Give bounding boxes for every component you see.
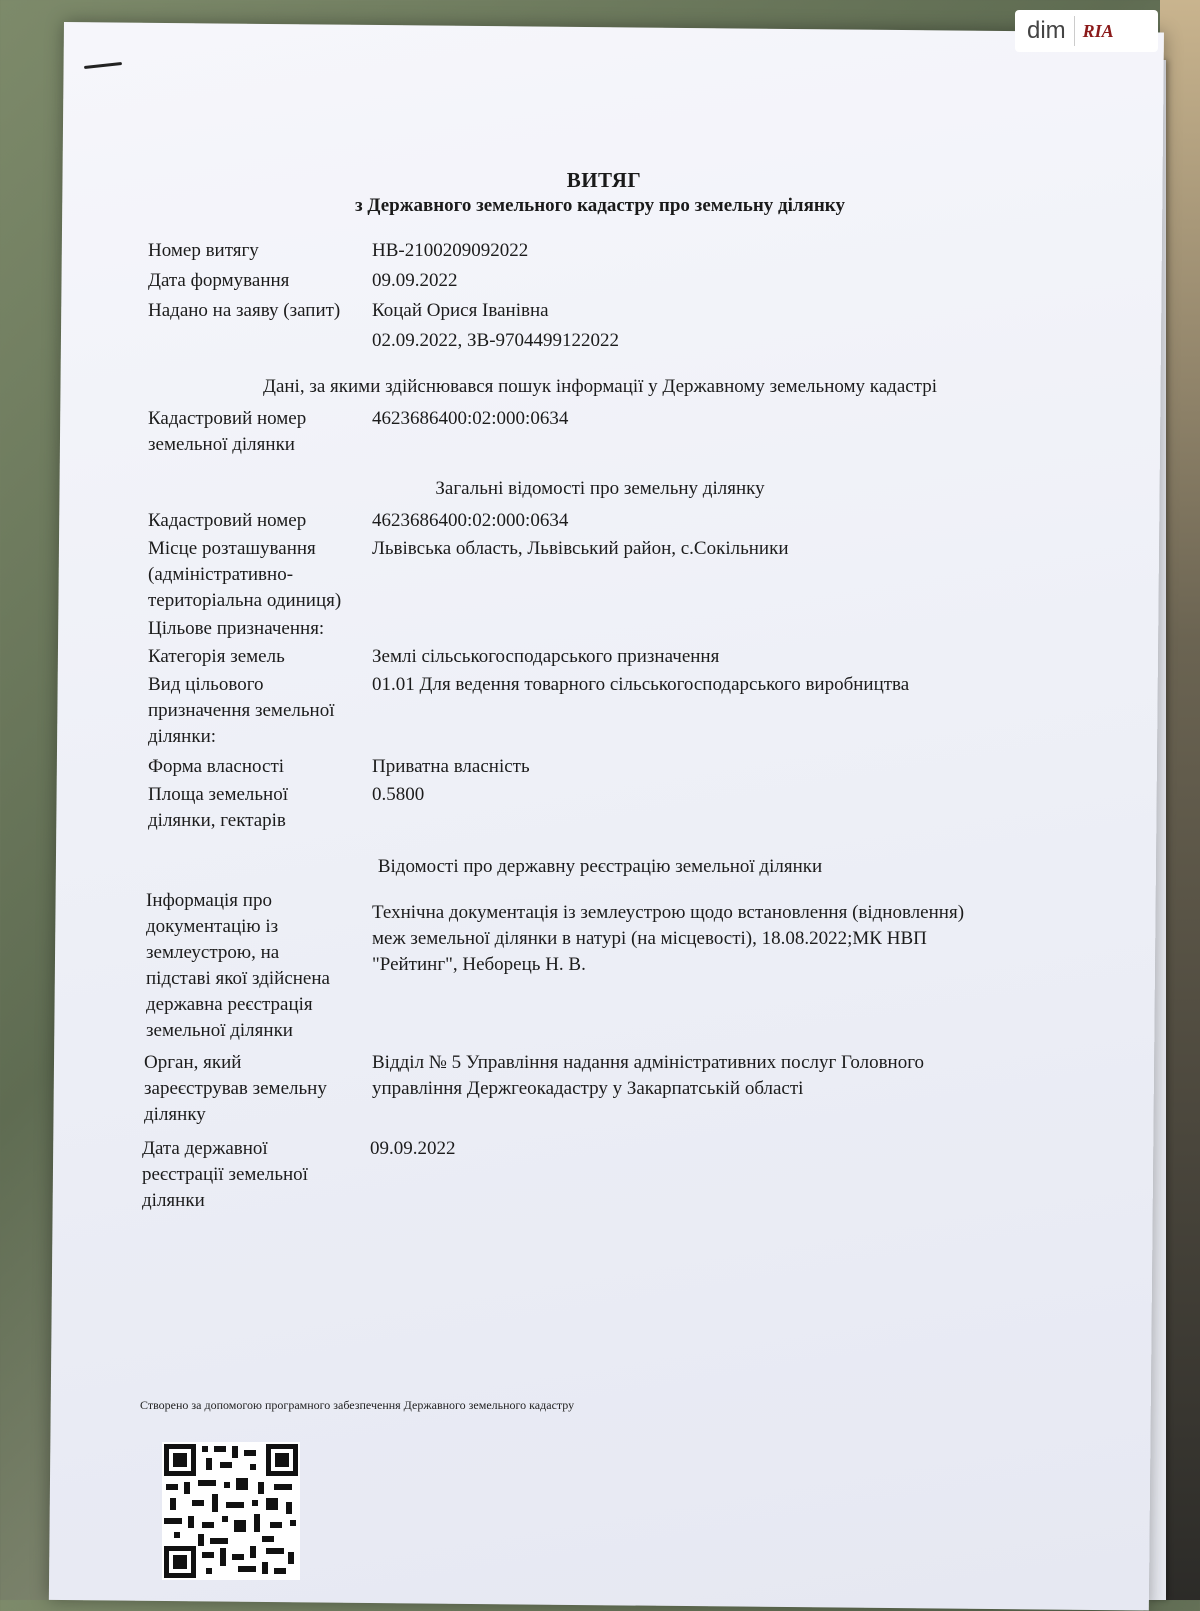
document-subtitle: з Державного земельного кадастру про земельну ділянку (355, 195, 845, 216)
field-value: 0.5800 (372, 784, 425, 805)
field-value: Технічна документація із землеустрою щодо встановлення (відновлення) (372, 902, 965, 923)
background-surface (1160, 0, 1200, 1600)
qr-code-graphic (162, 1442, 300, 1580)
field-value: 02.09.2022, ЗВ-9704499122022 (372, 330, 620, 351)
field-value: Землі сільськогосподарського призначення (372, 646, 720, 667)
field-label: землеустрою, на (146, 942, 280, 963)
section-heading-registration: Відомості про державну реєстрацію земельної ділянки (377, 856, 823, 877)
field-label: документацію із (146, 916, 279, 937)
field-label: Цільове призначення: (148, 618, 325, 639)
field-value: меж земельної ділянки в натурі (на місцевості), 18.08.2022;МК НВП (372, 928, 927, 949)
field-label: ділянки, гектарів (148, 810, 286, 831)
field-label: Форма власності (148, 756, 285, 777)
field-label: Дата формування (148, 270, 290, 291)
field-label: Вид цільового (148, 674, 264, 695)
footer-note: Створено за допомогою програмного забезпечення Державного земельного кадастру (140, 1398, 575, 1412)
field-label: підставі якої здійснена (146, 968, 330, 989)
field-label: Орган, який (144, 1052, 242, 1073)
field-label: Номер витягу (148, 240, 259, 261)
field-label: зареєстрував земельну (144, 1078, 327, 1099)
logo-dim-text: dim (1027, 17, 1066, 44)
qr-code (162, 1442, 300, 1580)
field-label: Кадастровий номер (148, 408, 307, 429)
field-value: 09.09.2022 (370, 1138, 456, 1159)
field-value: Приватна власність (372, 756, 530, 777)
field-label: (адміністративно- (148, 564, 294, 585)
field-value: 01.01 Для ведення товарного сільськогосподарського виробництва (372, 674, 910, 695)
field-label: Площа земельної (148, 784, 289, 805)
section-heading-search: Дані, за якими здійснювався пошук інформації у Державному земельному кадастрі (263, 376, 937, 397)
field-label: державна реєстрація (146, 994, 313, 1015)
document-title: ВИТЯГ (566, 168, 642, 192)
field-value: Відділ № 5 Управління надання адміністративних послуг Головного (372, 1052, 925, 1073)
field-label: територіальна одиниця) (148, 590, 342, 611)
field-label: Інформація про (146, 890, 272, 911)
field-value: Коцай Орися Іванівна (372, 300, 549, 321)
section-heading-general: Загальні відомості про земельну ділянку (435, 478, 765, 499)
dimria-watermark-logo (1015, 10, 1158, 52)
field-value: 4623686400:02:000:0634 (372, 510, 569, 531)
field-label: Надано на заяву (запит) (148, 300, 341, 321)
field-label: земельної ділянки (148, 434, 295, 455)
field-value: управління Держгеокадастру у Закарпатській області (372, 1078, 804, 1099)
field-value: 09.09.2022 (372, 270, 458, 291)
field-value: Львівська область, Львівський район, с.Сокільники (372, 538, 789, 559)
field-label: ділянки: (148, 726, 217, 747)
field-label: ділянки (142, 1190, 205, 1211)
field-value: "Рейтинг", Неборець Н. В. (372, 954, 586, 975)
field-value: НВ-2100209092022 (372, 240, 529, 261)
field-label: земельної ділянки (146, 1020, 293, 1041)
field-label: Кадастровий номер (148, 510, 307, 531)
field-label: Місце розташування (148, 538, 316, 559)
field-label: Дата державної (142, 1138, 268, 1159)
field-label: ділянку (144, 1104, 206, 1125)
field-value: 4623686400:02:000:0634 (372, 408, 569, 429)
field-label: призначення земельної (148, 700, 335, 721)
logo-ria-text: RIA (1082, 20, 1114, 41)
field-label: Категорія земель (148, 646, 285, 667)
field-label: реєстрації земельної (142, 1164, 308, 1185)
